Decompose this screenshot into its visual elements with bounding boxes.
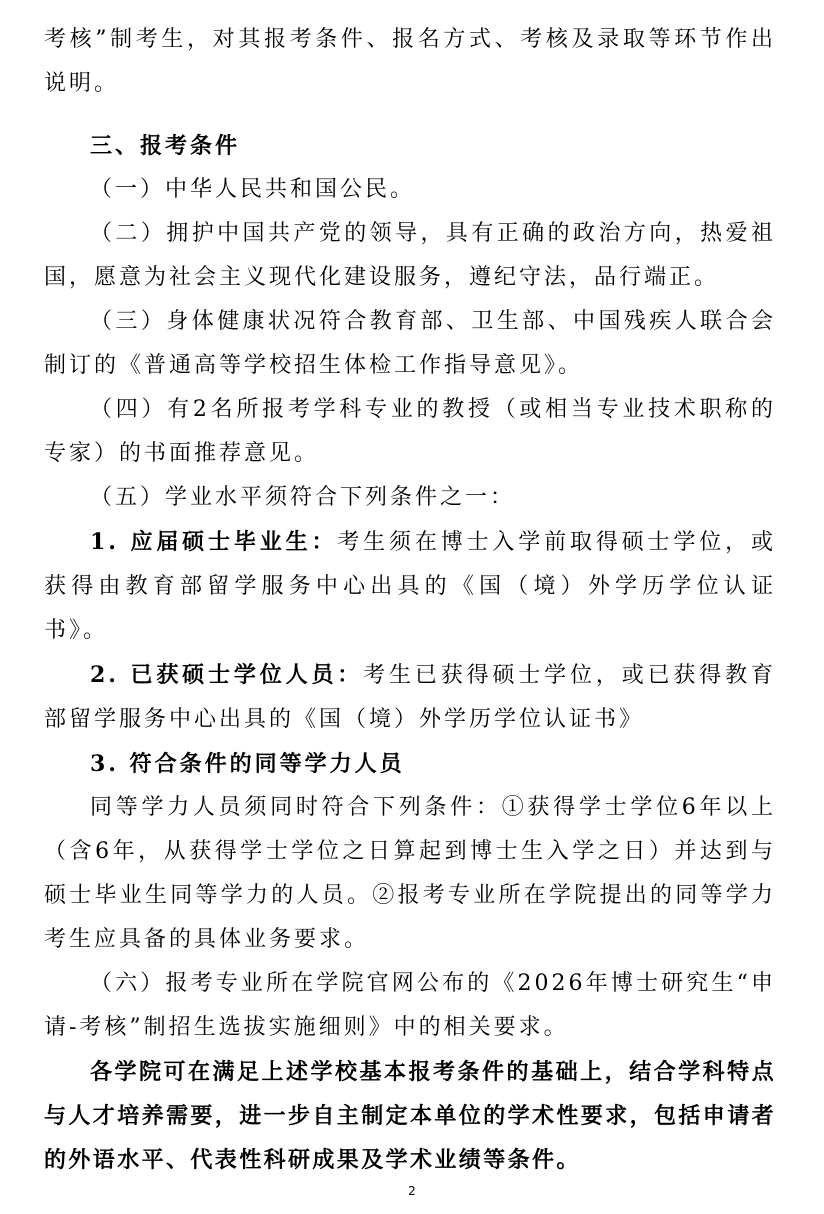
condition-item-1: （一）中华人民共和国公民。 <box>90 177 416 202</box>
condition-item-6: （六）报考专业所在学院官网公布的《2026年博士研究生“申请-考核”制招生选拔实施细则》中的相关要求。 <box>44 971 776 1040</box>
sub-condition-2 <box>44 653 776 742</box>
page-number: 2 <box>408 1184 416 1198</box>
condition-item-3: （三）身体健康状况符合教育部、卫生部、中国残疾人联合会制订的《普通高等学校招生体检工作指导意见》。 <box>44 309 776 378</box>
sub-condition-1-label: 1. 应届硕士毕业生： <box>90 529 338 555</box>
closing-paragraph: 各学院可在满足上述学校基本报考条件的基础上，结合学科特点与人才培养需要，进一步自主制定本单位的学术性要求，包括申请者的外语水平、代表性科研成果及学术业绩等条件。 <box>44 1059 777 1173</box>
document-page <box>44 18 776 1182</box>
sub-condition-3-label: 3. 符合条件的同等学力人员 <box>90 751 405 777</box>
sub-condition-2-text: 考生已获得硕士学位，或已获得教育部留学服务中心出具的《国（境）外学历学位认证书》 <box>44 663 776 732</box>
condition-item-2: （二）拥护中国共产党的领导，具有正确的政治方向，热爱祖国，愿意为社会主义现代化建设服务，遵纪守法，品行端正。 <box>44 221 776 290</box>
sub-condition-1-text: 考生须在博士入学前取得硕士学位，或获得由教育部留学服务中心出具的《国（境）外学历学位认证书》。 <box>44 530 776 643</box>
condition-item-4: （四）有2名所报考学科专业的教授（或相当专业技术职称的专家）的书面推荐意见。 <box>44 397 776 466</box>
sub-condition-2-label: 2. 已获硕士学位人员： <box>90 662 364 688</box>
section-heading: 三、报考条件 <box>90 133 241 159</box>
intro-continuation: 考核”制考生，对其报考条件、报名方式、考核及录取等环节作出说明。 <box>44 27 776 96</box>
sub-condition-1 <box>44 520 776 653</box>
sub-condition-3-text: 同等学力人员须同时符合下列条件：①获得学士学位6年以上（含6年，从获得学士学位之日算起到博士生入学之日）并达到与硕士毕业生同等学力的人员。②报考专业所在学院提出的同等学力考生应具备的具体业务要求。 <box>44 795 776 952</box>
condition-item-5: （五）学业水平须符合下列条件之一： <box>90 485 516 510</box>
